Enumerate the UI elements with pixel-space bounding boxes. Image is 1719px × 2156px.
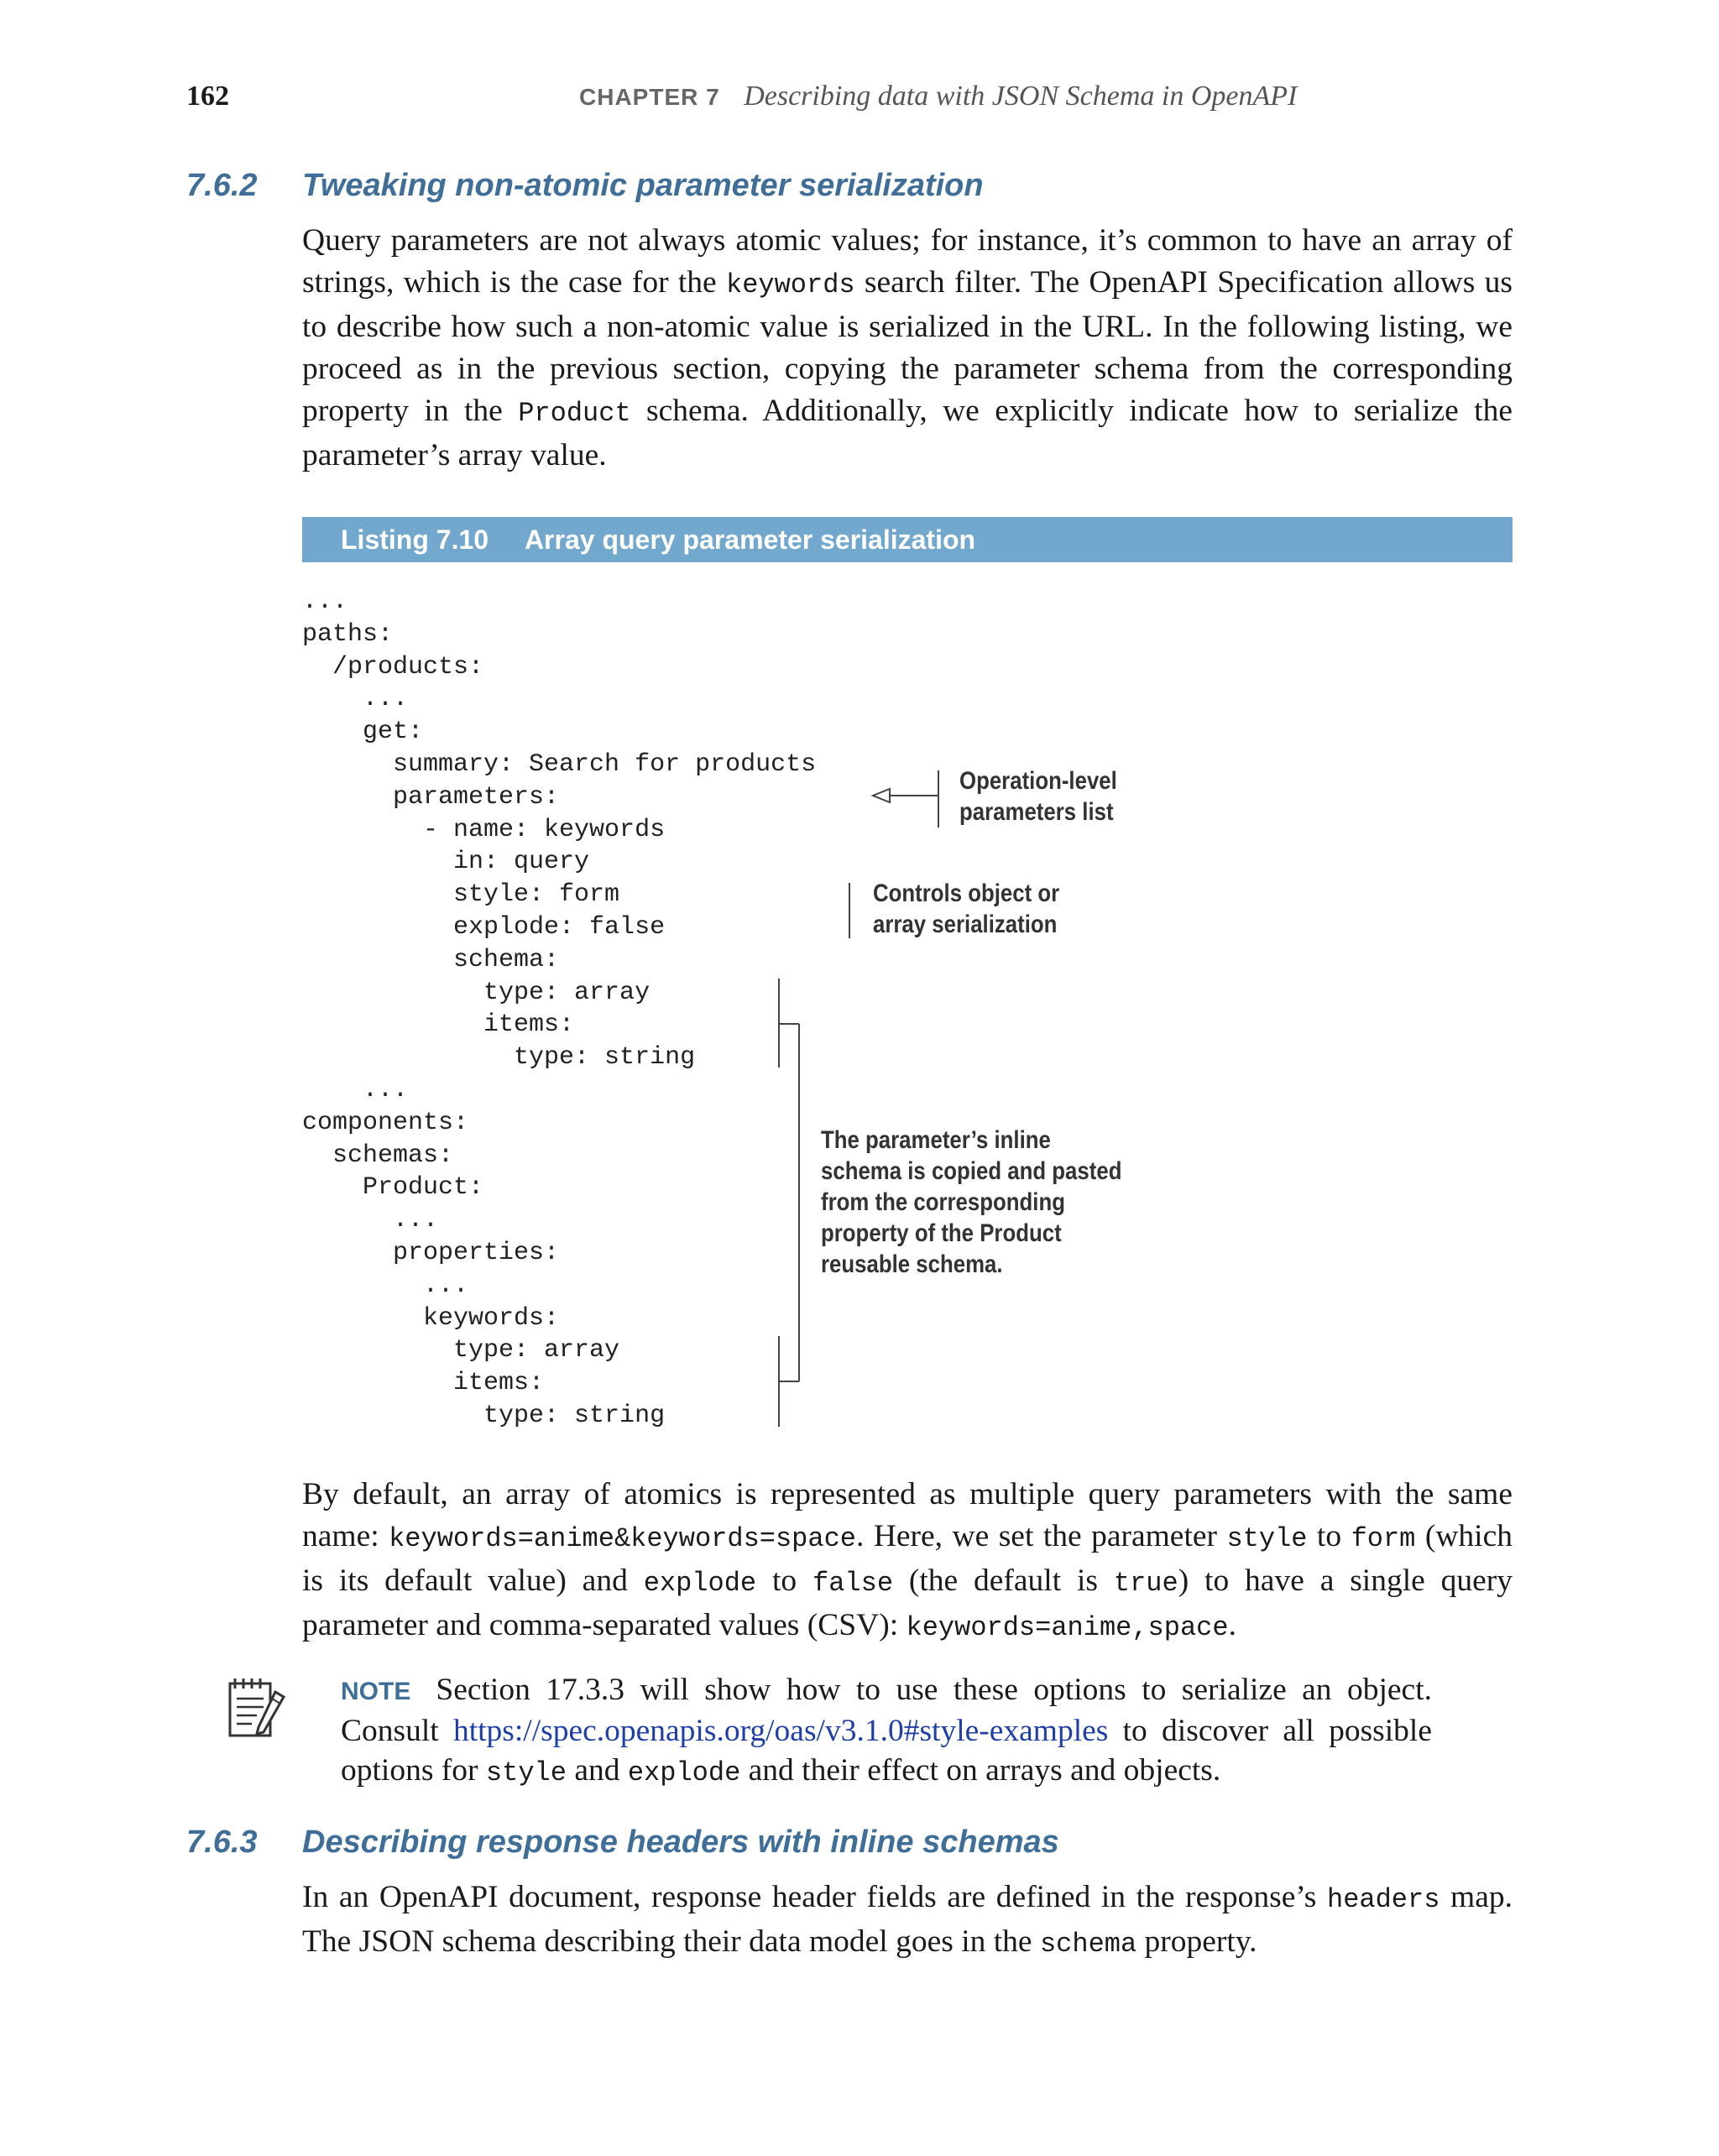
annotation-serialization: Controls object or array serialization (873, 880, 1060, 938)
code-line: type: array (302, 978, 651, 1007)
callout-arrowhead (873, 789, 890, 802)
page-number: 162 (186, 81, 229, 112)
code-line: schema: (302, 945, 560, 974)
text-run: map. The JSON schema describing their data model goes in the (302, 1880, 1513, 1959)
listing-title: Array query parameter serialization (524, 525, 976, 555)
text-run: Query parameters are not always atomic values; for instance, it’s common to have an array of strings, which is the case for the (302, 223, 1513, 300)
code-line: items: (302, 1369, 545, 1398)
note-paragraph: NOTE Section 17.3.3 will show how to use these options to serialize an object. Consult https://spec.openapis.org/oas/v3.1.0#style-examples to discover all possible options for style and explode and their effect on arrays and objects. (341, 1673, 1432, 1788)
annotation-operation-params: Operation-level parameters list (959, 767, 1117, 826)
code-line: ... (302, 1206, 439, 1235)
section-number-762: 7.6.2 (186, 168, 258, 203)
text-run: (which is its default value) and (302, 1519, 1513, 1598)
chapter-title: Describing data with JSON Schema in OpenAPI (744, 81, 1298, 112)
inline-code: keywords=anime,space (906, 1612, 1229, 1643)
code-line: paths: (302, 619, 394, 649)
inline-code: form (1351, 1523, 1416, 1554)
code-line: - name: keywords (302, 815, 666, 844)
code-line: ... (302, 1271, 469, 1300)
inline-code: true (1113, 1568, 1178, 1599)
text-run: In an OpenAPI document, response header fields are defined in the response’s (302, 1880, 1327, 1914)
text-run: schema. Additionally, we explicitly indicate how to serialize the parameter’s array value. (302, 394, 1513, 472)
chapter-label: CHAPTER 7 (579, 84, 720, 110)
code-line: schemas: (302, 1141, 454, 1170)
section-title-762: Tweaking non-atomic parameter serialization (302, 168, 984, 203)
inline-code: headers (1326, 1884, 1440, 1915)
code-line: Product: (302, 1173, 484, 1203)
text-run: ) to have a single query parameter and comma-separated values (CSV): (302, 1563, 1513, 1642)
text-run: . (1228, 1608, 1236, 1642)
inline-code: Product (518, 398, 631, 429)
code-line: type: string (302, 1043, 696, 1073)
after-listing-paragraph (302, 1474, 1513, 1649)
listing-label: Listing 7.10 (341, 525, 489, 555)
code-line: style: form (302, 880, 620, 910)
code-line: ... (302, 685, 409, 714)
note-icon (227, 1675, 289, 1742)
text-run: (the default is (893, 1563, 1114, 1598)
section-title-763: Describing response headers with inline schemas (302, 1825, 1059, 1860)
code-line: type: array (302, 1336, 620, 1365)
code-line: properties: (302, 1238, 560, 1267)
text-run: property. (1136, 1924, 1257, 1959)
code-line: in: query (302, 848, 590, 877)
inline-code: keywords=anime&keywords=space (389, 1523, 856, 1554)
code-line: type: string (302, 1401, 666, 1430)
section-number-763: 7.6.3 (186, 1825, 258, 1860)
inline-code: keywords (725, 269, 855, 300)
code-line: /products: (302, 652, 484, 681)
inline-code: style (1226, 1523, 1308, 1554)
text-run: search filter. The OpenAPI Specification allows us to describe how such a non-atomic value is serialized in the URL. In the following listing, we proceed as in the previous section, copying the parameter schema from the corresponding property in the (302, 265, 1513, 428)
code-line: keywords: (302, 1303, 560, 1333)
annotation-inline-schema: The parameter’s inline schema is copied and pasted from the corresponding property of the Product reusable schema. (821, 1126, 1122, 1278)
note-label: NOTE (341, 1678, 411, 1705)
code-line: explode: false (302, 912, 666, 942)
code-line: get: (302, 718, 424, 747)
code-line: summary: Search for products (302, 749, 817, 779)
section-763-paragraph (302, 1877, 1513, 1965)
spec-link[interactable]: https://spec.openapis.org/oas/v3.1.0#style-examples (452, 1714, 1109, 1748)
inline-code: schema (1039, 1929, 1137, 1960)
code-line: ... (302, 1075, 409, 1104)
code-line: components: (302, 1108, 469, 1137)
code-line: parameters: (302, 782, 560, 812)
inline-code: explode (643, 1568, 757, 1599)
text-run: to (1307, 1519, 1351, 1553)
text-run: By default, an array of atomics is represented as multiple query parameters with the same name: (302, 1477, 1513, 1553)
code-line: ... (302, 587, 348, 616)
inline-code: false (812, 1568, 894, 1599)
code-line: items: (302, 1010, 575, 1040)
text-run: . Here, we set the parameter (855, 1519, 1227, 1553)
text-run: to (756, 1563, 812, 1598)
